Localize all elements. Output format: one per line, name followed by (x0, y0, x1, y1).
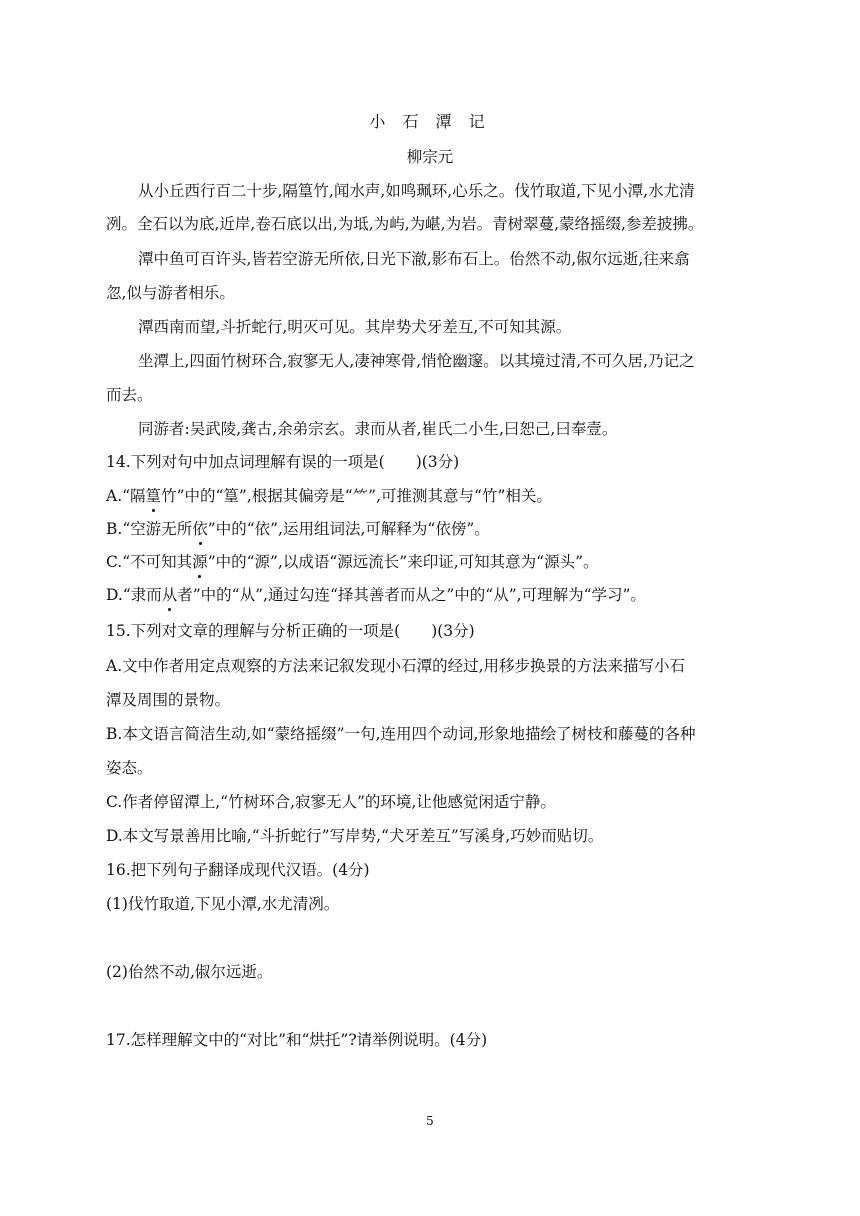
option-text: 者”中的“从”,通过勾连“择其善者而从之”中的“从”,可理解为“学习”。 (177, 586, 646, 604)
option-text: ”中的“依”,运用组词法,可解释为“依傍”。 (207, 520, 490, 538)
option-text: 竹”中的“篁”,根据其偏旁是“⺮”,可推测其意与“竹”相关。 (161, 487, 552, 505)
option-text: ”中的“源”,以成语“源远流长”来印证,可知其意为“源头”。 (207, 553, 599, 571)
question-15-stem: 15.下列对文章的理解与分析正确的一项是( )(3分) (106, 622, 475, 640)
emphasis-dot-word: 从 (161, 586, 178, 604)
option-text: C.“不可知其 (106, 553, 193, 571)
passage-line: 从小丘西行百二十步,隔篁竹,闻水声,如鸣珮环,心乐之。伐竹取道,下见小潭,水尤清 (138, 182, 695, 200)
question-16-stem: 16.把下列句子翻译成现代汉语。(4分) (106, 861, 370, 879)
question-15-option-a-cont: 潭及周围的景物。 (106, 691, 231, 709)
passage-line: 冽。全石以为底,近岸,卷石底以出,为坻,为屿,为嵁,为岩。青树翠蔓,蒙络摇缀,参差披拂。 (106, 215, 704, 233)
emphasis-dot-word: 依 (192, 520, 208, 538)
question-15-option-a: A.文中作者用定点观察的方法来记叙发现小石潭的经过,用移步换景的方法来描写小石 (106, 657, 686, 675)
passage-line: 同游者:吴武陵,龚古,余弟宗玄。隶而从者,崔氏二小生,曰恕己,曰奉壹。 (138, 420, 618, 438)
question-14-stem: 14.下列对句中加点词理解有误的一项是( )(3分) (106, 453, 460, 471)
passage-line: 而去。 (106, 386, 153, 404)
question-14-option-b (106, 518, 490, 540)
question-15-option-d: D.本文写景善用比喻,“斗折蛇行”写岸势,“犬牙差互”写溪身,巧妙而贴切。 (106, 827, 604, 845)
emphasis-dot-word: 源 (192, 553, 208, 571)
passage-line: 潭中鱼可百许头,皆若空游无所依,日光下澈,影布石上。佁然不动,俶尔远逝,往来翕 (138, 250, 690, 268)
passage-line: 忽,似与游者相乐。 (106, 284, 235, 302)
option-text: D.“隶而 (106, 586, 162, 604)
option-text: A.“隔 (106, 487, 146, 505)
passage-line: 坐潭上,四面竹树环合,寂寥无人,凄神寒骨,悄怆幽邃。以其境过清,不可久居,乃记之 (138, 352, 695, 370)
page-number: 5 (426, 1114, 434, 1128)
question-14-option-d (106, 584, 646, 606)
question-14-option-c (106, 551, 599, 573)
question-16-sentence-1: (1)伐竹取道,下见小潭,水尤清冽。 (106, 895, 340, 913)
essay-title: 小 石 潭 记 (369, 112, 491, 131)
question-15-option-c: C.作者停留潭上,“竹树环合,寂寥无人”的环境,让他感觉闲适宁静。 (106, 793, 556, 811)
question-15-option-b: B.本文语言简洁生动,如“蒙络摇缀”一句,连用四个动词,形象地描绘了树枝和藤蔓的各种 (106, 725, 696, 743)
essay-author: 柳宗元 (406, 148, 454, 166)
question-14-option-a (106, 485, 552, 507)
emphasis-dot-word: 篁 (145, 487, 162, 505)
passage-line: 潭西南而望,斗折蛇行,明灭可见。其岸势犬牙差互,不可知其源。 (138, 318, 572, 336)
option-text: B.“空游无所 (106, 520, 193, 538)
question-16-sentence-2: (2)佁然不动,俶尔远逝。 (106, 963, 273, 981)
question-17-stem: 17.怎样理解文中的“对比”和“烘托”?请举例说明。(4分) (106, 1031, 488, 1049)
question-15-option-b-cont: 姿态。 (106, 759, 153, 777)
